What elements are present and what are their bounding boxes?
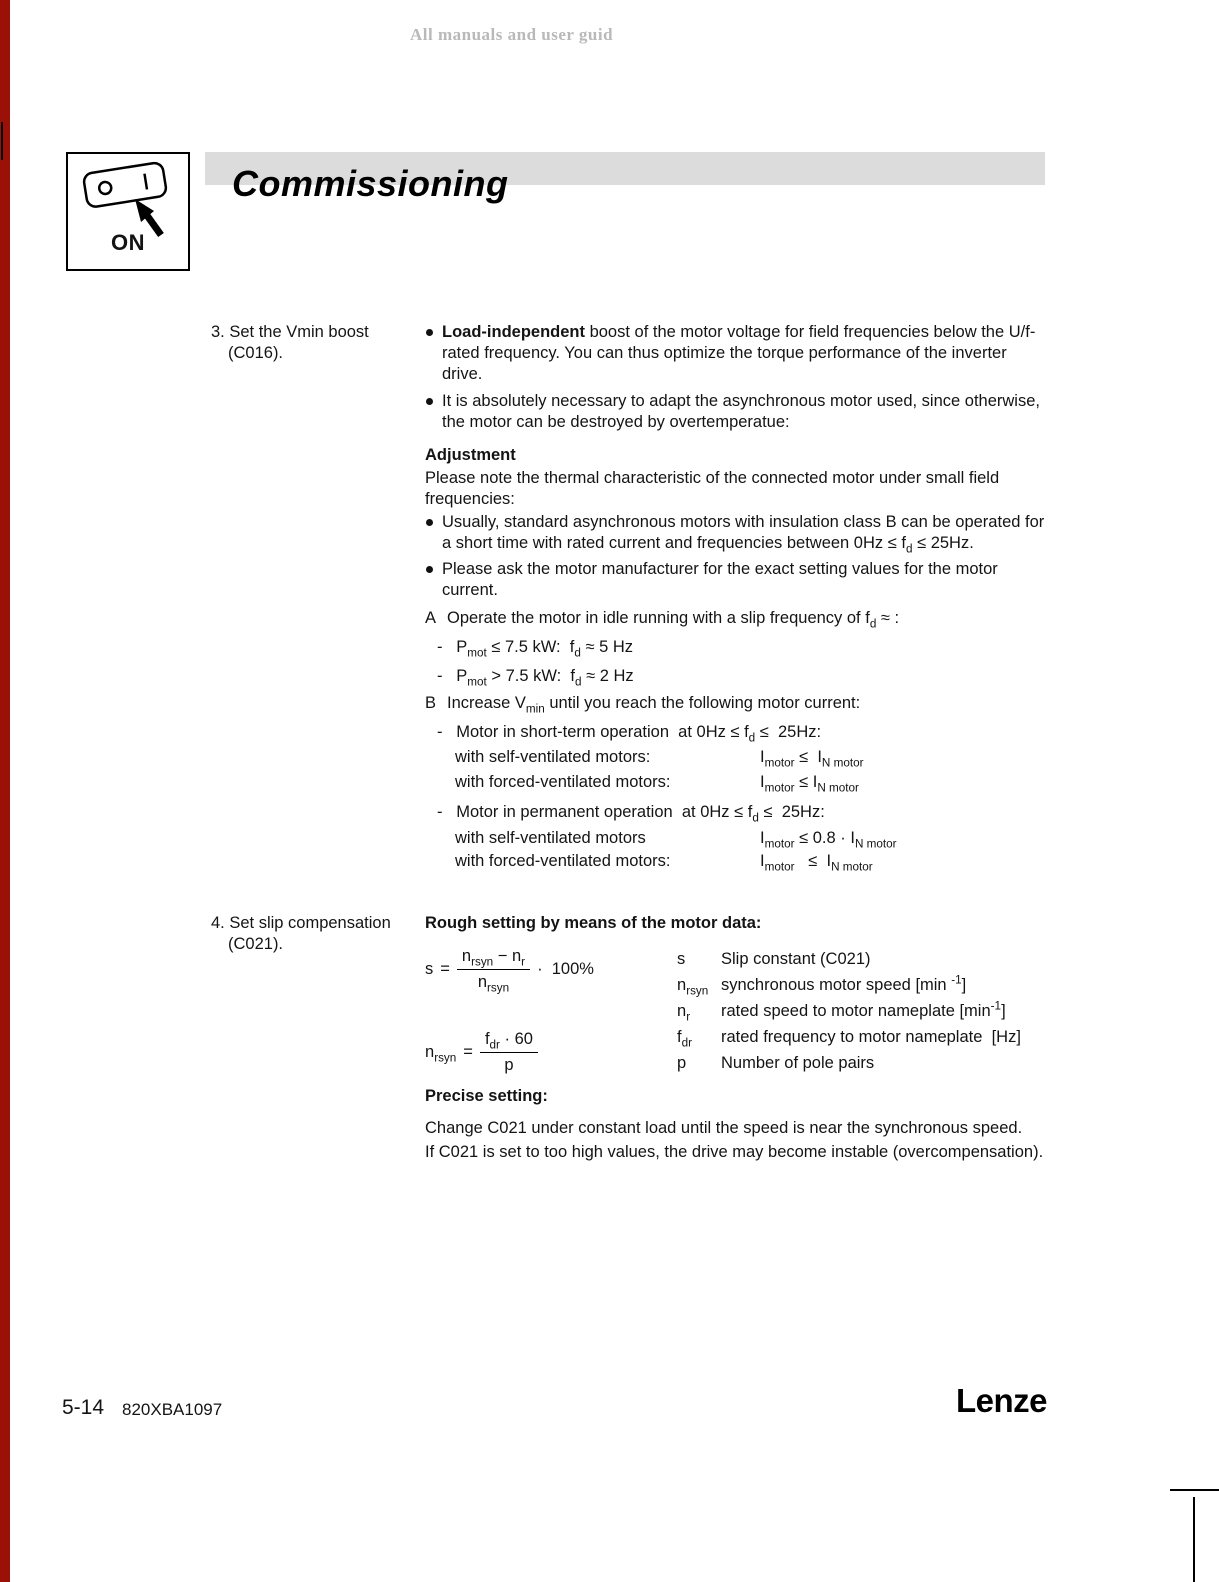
legend-row [677,1024,1047,1050]
adjustment-heading: Adjustment [425,446,516,464]
permanent-operation-line: - Motor in permanent operation at $0Hz \le f_d \le 25Hz$: [437,803,825,825]
step-a [425,608,1047,629]
formulas-column [425,944,677,1076]
fraction-denominator: p [504,1056,514,1074]
fraction [457,946,530,993]
precise-setting-heading: Precise setting: [425,1087,548,1105]
slip-formula [425,946,677,993]
equals-sign: = [463,1043,473,1061]
bullet-text: Usually, standard asynchronous motors with insulation class B can be operated for a short time with rated current and frequencies between $0Hz \le f_d \le 25Hz$. [442,513,1049,556]
precise-paragraph: Change C021 under constant load until the speed is near the synchronous speed. [425,1119,1023,1137]
fraction-denominator: $n_{rsyn}$ [477,973,510,995]
step-b-prefix: B [425,694,437,712]
legend-symbol: p [677,1054,687,1072]
bullet-text: It is absolutely necessary to adapt the asynchronous motor used, since otherwise, the motor can be destroyed by overtemperatue: [442,392,1045,431]
motor-current-row [425,828,1047,849]
motor-current-label: with forced-ventilated motors: [455,773,671,791]
on-label: ON [111,230,145,255]
section4-label [211,913,416,955]
symbol-legend [677,944,1047,1076]
section3-content [425,322,1047,872]
bullet-icon [426,329,433,336]
rocker-switch-icon [69,155,187,239]
section4-label-line2: (C021). [228,935,284,953]
on-switch-figure [66,152,190,271]
motor-current-row [425,747,1047,768]
formula-lhs: $n_{rsyn}$ [425,1043,457,1065]
legend-description: synchronous motor speed [min $^{-1}$] [721,973,967,994]
legend-symbol: $n_{rsyn}$ [677,976,709,998]
section3-label-line2: (C016). [228,344,284,362]
crop-mark-bottom-right-horizontal [1170,1489,1219,1491]
legend-symbol: s [677,950,686,968]
motor-current-formula: $I_{motor} \le I_{N motor}$ [760,773,859,795]
motor-current-formula: $I_{motor} \le 0.8 \cdot I_{N motor}$ [760,829,897,851]
bullet-item [425,391,1047,433]
lenze-logo: Lenze [955,1382,1047,1419]
bullet-item [425,512,1047,554]
rough-setting-heading: Rough setting by means of the motor data: [425,914,762,932]
nrsyn-formula [425,1029,677,1076]
step-a-prefix: A [425,609,437,627]
condition-pmot-low: - $P_{mot} \le 7.5$ kW: $f_d \approx 5$ Hz [437,638,634,660]
fraction-numerator: $n_{rsyn} - n_r$ [457,946,530,970]
section4-content [425,913,1047,1164]
legend-row [677,1050,1047,1076]
legend-symbol: $n_r$ [677,1002,691,1024]
bullet-item [425,322,1047,385]
fraction-numerator: $f_{dr} \cdot 60$ [480,1029,538,1053]
fraction [480,1029,538,1076]
crop-mark-top-left [1,122,3,160]
legend-symbol: $f_{dr}$ [677,1028,692,1050]
left-edge-bar [0,0,10,1582]
motor-current-formula: $I_{motor} \le I_{N motor}$ [760,748,864,770]
motor-current-label: with self-ventilated motors [455,829,646,847]
bullet-icon [426,566,433,573]
page-title: Commissioning [232,163,509,204]
motor-current-label: with self-ventilated motors: [455,748,651,766]
section4-label-line1: 4. Set slip compensation [211,914,391,932]
motor-current-label: with forced-ventilated motors: [455,852,671,870]
legend-description: rated speed to motor nameplate $[\min^{-1}]$ [721,999,1006,1020]
legend-row [677,998,1047,1024]
legend-row [677,946,1047,972]
motor-current-row [425,851,1047,872]
bullet-icon [426,398,433,405]
section3-label [211,322,416,364]
motor-current-formula: $I_{motor} \le I_{N motor}$ [760,852,873,874]
step-b-text: Increase $V_{min}$ until you reach the following motor current: [447,694,861,716]
bullet-icon [426,519,433,526]
section3-label-line1: 3. Set the Vmin boost [211,323,369,341]
equals-sign: = [440,960,450,978]
crop-mark-bottom-right-vertical [1193,1497,1195,1582]
legend-description: Number of pole pairs [721,1054,875,1072]
document-number: 820XBA1097 [122,1400,223,1419]
page-number: 5-14 [62,1396,105,1419]
legend-description: rated frequency to motor nameplate [Hz] [721,1028,1021,1046]
short-term-operation-line: - Motor in short-term operation at $0Hz \le f_d \le 25Hz$: [437,723,822,745]
condition-pmot-high: - $P_{mot} > 7.5$ kW: $f_d \approx 2$ Hz [437,667,634,689]
motor-current-row [425,772,1047,793]
legend-row [677,972,1047,998]
step-b [425,693,1047,714]
watermark-text: All manuals and user guid [410,25,614,44]
bullet-text: Please ask the motor manufacturer for the exact setting values for the motor current. [442,560,1003,599]
legend-description: Slip constant (C021) [721,950,871,968]
step-a-text: Operate the motor in idle running with a slip frequency of $f_d$ ≈ : [447,609,900,631]
formula-lhs: s [425,960,434,978]
bullet-item [425,559,1047,601]
formula-suffix: · 100% [537,960,594,978]
precise-paragraph: If C021 is set to too high values, the drive may become instable (overcompensation). [425,1143,1044,1161]
adjustment-intro: Please note the thermal characteristic of the connected motor under small field frequencies: [425,469,1000,508]
formula-area [425,944,1047,1076]
bullet-text: Load-independent boost of the motor voltage for field frequencies below the U/f-rated frequency. You can thus optimize the torque performance of the inverter drive. [442,323,1036,383]
